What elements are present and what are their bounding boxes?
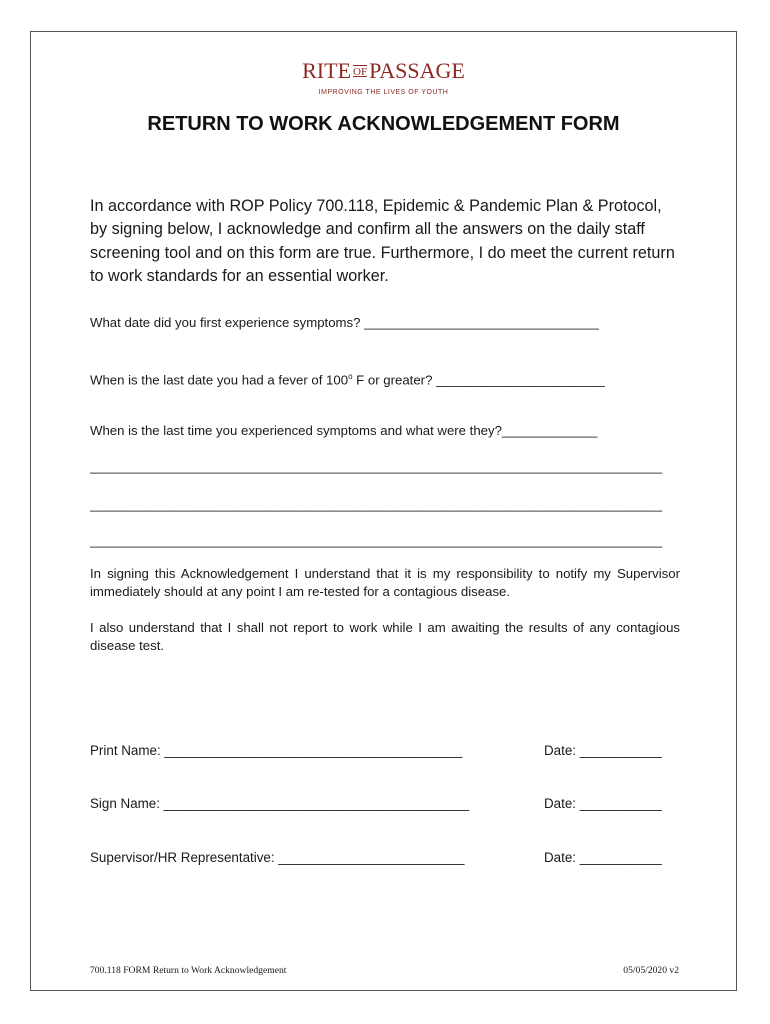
question-last-fever-text: When is the last date you had a fever of 100 <box>90 372 349 388</box>
supervisor-date-field[interactable]: Date: ___________ <box>544 850 662 865</box>
answer-line-2[interactable]: ______________________________________________________________________________ <box>90 497 663 512</box>
answer-line-1[interactable]: ______________________________________________________________________________ <box>90 459 663 474</box>
question-last-fever[interactable] <box>90 369 605 388</box>
intro-paragraph: In accordance with ROP Policy 700.118, Epidemic & Pandemic Plan & Protocol, by signing below, I acknowledge and confirm all the answers on the daily staff screening tool and on this form are true. Furthermore, I do meet the current return to work standards for an essential worker. <box>90 197 675 286</box>
footer-version: 05/05/2020 v2 <box>623 965 679 976</box>
logo-word-rite: RITE <box>302 58 352 83</box>
supervisor-hr-field[interactable]: Supervisor/HR Representative: _________________________ <box>90 850 465 865</box>
form-page <box>30 31 737 991</box>
sign-name-date-field[interactable]: Date: ___________ <box>544 796 662 811</box>
form-title: RETURN TO WORK ACKNOWLEDGEMENT FORM <box>147 113 620 135</box>
sign-name-field[interactable]: Sign Name: _________________________________________ <box>90 796 470 811</box>
rite-of-passage-logo <box>31 59 736 97</box>
question-last-fever-blank: F or greater? _______________________ <box>352 372 605 388</box>
footer-form-name: 700.118 FORM Return to Work Acknowledgement <box>90 965 287 976</box>
answer-line-3[interactable]: ______________________________________________________________________________ <box>90 533 663 548</box>
question-last-symptoms[interactable]: When is the last time you experienced symptoms and what were they?_____________ <box>90 423 598 438</box>
question-first-symptoms[interactable]: What date did you first experience symptoms? ________________________________ <box>90 315 599 330</box>
logo-word-of: OF <box>353 66 368 78</box>
logo-tagline: IMPROVING THE LIVES OF YOUTH <box>318 89 449 96</box>
print-name-date-field[interactable]: Date: ___________ <box>544 743 662 758</box>
logo-word-passage: PASSAGE <box>369 58 465 83</box>
awaiting-results-paragraph: I also understand that I shall not report to work while I am awaiting the results of any contagious disease test. <box>90 620 680 653</box>
print-name-field[interactable]: Print Name: ________________________________________ <box>90 743 463 758</box>
notify-paragraph: In signing this Acknowledgement I understand that it is my responsibility to notify my Supervisor immediately should at any point I am re-tested for a contagious disease. <box>90 566 680 599</box>
degree-symbol: o <box>348 372 353 381</box>
